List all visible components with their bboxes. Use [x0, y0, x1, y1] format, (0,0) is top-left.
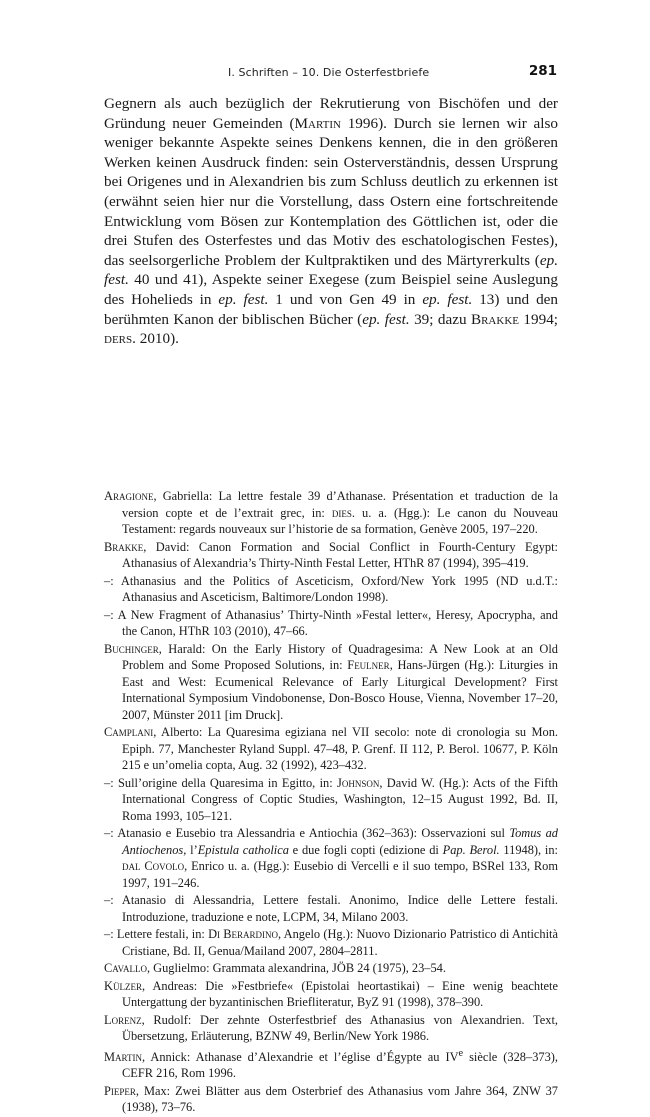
entry-author: Brakke	[104, 539, 144, 554]
work-abbreviation: ep. fest.	[422, 290, 473, 308]
entry-text: , Guglielmo: Grammata alexandrina, JÖB 24 (1975), 23–54.	[146, 961, 446, 975]
entry-title-italic: Tomus ad Antiochenos	[122, 826, 558, 857]
entry-author: –	[104, 775, 111, 790]
bibliography-entry	[104, 775, 558, 825]
body-text-span: 39; dazu	[409, 310, 471, 328]
entry-text: , Andreas: Die »Festbriefe« (Epistolai heortastikai) – Eine wenig beachtete Untergattung der byzantinischen Briefliteratur, ByZ 91 (1998), 378–390.	[122, 978, 558, 1009]
body-text-span: Gegnern als auch bezüglich der Rekrutierung von Bischöfen und der Gründung neuer Gemeinden (	[104, 95, 558, 132]
entry-text: , Max: Zwei Blätter aus dem Osterbrief des Athanasius vom Jahre 364, ZNW 37 (1938), 73–76.	[122, 1083, 558, 1115]
bibliography-entry	[104, 724, 558, 774]
entry-superscript: e	[458, 1047, 464, 1059]
bibliography-entry	[104, 960, 558, 977]
entry-author: Martin	[104, 1049, 142, 1064]
bibliography-entry	[104, 825, 558, 891]
body-paragraph	[104, 94, 558, 349]
bibliography-entry	[104, 1046, 558, 1082]
entry-text: , Hans-Jürgen (Hg.): Liturgies in East and West: Ecumenical Relevance of Early Liturgical Development? First International Symposium Vindobonense, Don-Bosco House, Vienna, November 17–20, 2007, Münster 2011 [im Druck].	[122, 658, 558, 722]
work-abbreviation: ep. fest.	[362, 310, 410, 328]
work-abbreviation: ep. fest.	[218, 290, 269, 308]
bibliography-entry	[104, 926, 558, 959]
body-text-span: 1994;	[519, 310, 559, 328]
entry-text: : Lettere festali, in:	[110, 927, 209, 941]
entry-text: , l’	[183, 842, 198, 857]
entry-text: : Sull’origine della Quaresima in Egitto, in:	[110, 775, 338, 790]
entry-text: : Atanasio e Eusebio tra Alessandria e Antiochia (362–363): Osservazioni sul	[110, 826, 510, 840]
body-text-span: 13) und den berühmten Kanon der biblischen Bücher (	[104, 290, 558, 328]
bibliography-entry	[104, 573, 558, 606]
entry-text: 11948), in:	[499, 842, 558, 857]
entry-author: Cavallo	[104, 961, 147, 975]
page-number: 281	[528, 63, 557, 79]
entry-text: , Rudolf: Der zehnte Osterfestbrief des Athanasius von Alexandrien. Text, Übersetzung, Erläuterung, BZNW 49, Berlin/New York 1986.	[122, 1012, 558, 1043]
bibliography-entry	[104, 607, 558, 640]
entry-text: , Alberto: La Quaresima egiziana nel VII secolo: note di cronologia su Mon. Epiph. 77, Manchester Ryland Suppl. 47–48, P. Grenf. II 112, P. Berol. 10677, P. Köln 215 e un’omelia copta, Aug. 32 (1992), 423–432.	[122, 725, 558, 772]
entry-text: , David W. (Hg.): Acts of the Fifth International Congress of Coptic Studies, Washington, 12–15 August 1992, Bd. II, Roma 1993, 105–121.	[122, 775, 558, 823]
entry-editor: dies.	[331, 505, 355, 520]
entry-author: Lorenz	[104, 1012, 142, 1027]
entry-author: Buchinger	[104, 641, 159, 656]
entry-author: –	[104, 607, 111, 622]
body-text-span: 1996). Durch sie lernen wir also weniger bekannte Aspekte seines Denkens kennen, die in den größeren Werken keinen Ausdruck finden: sein Osterverständnis, dessen Ursprung bei Origenes und in Alexandrien bis zum Schluss deutlich zu erkennen ist (erwähnt seien hier nur die Vorstellung, dass Ostern eine fortschreitende Entwicklung vom Bösen zur Kontemplation des Göttlichen ist, oder die drei Stufen des Osterfestes und das Motiv des eschatologischen Festes), das seelsorgerliche Problem der Kultpraktiken und des Märtyrerkults (	[104, 114, 558, 269]
entry-author: Aragione	[104, 489, 154, 503]
entry-text: , Harald: On the Early History of Quadragesima: A New Look at an Old Problem and Some Proposed Solutions, in:	[122, 641, 558, 672]
work-abbreviation: ep. fest.	[104, 251, 558, 289]
bibliography-list	[104, 488, 558, 1117]
entry-author: –	[104, 826, 111, 840]
author-citation: ders.	[104, 330, 136, 348]
entry-author: Külzer	[104, 978, 142, 993]
entry-text: siècle (328–373), CEFR 216, Rom 1996.	[122, 1049, 559, 1081]
entry-author: –	[104, 573, 111, 588]
entry-text: , David: Canon Formation and Social Conflict in Fourth-Century Egypt: Athanasius of Alexandria’s Thirty-Ninth Festal Letter, HThR 87 (1994), 395–419.	[122, 539, 558, 570]
bibliography-entry	[104, 539, 558, 572]
entry-text: e due fogli copti (edizione di	[288, 842, 443, 857]
entry-author: Pieper	[104, 1083, 136, 1098]
entry-text: , Gabriella: La lettre festale 39 d’Athanase. Présentation et traduction de la version copte et de l’extrait grec, in:	[122, 489, 558, 520]
entry-text: u. a. (Hgg.): Le canon du Nouveau Testament: regards nouveaux sur l’historie de sa formation, Genève 2005, 197–220.	[122, 505, 558, 536]
bibliography-entry	[104, 1012, 558, 1045]
entry-title-italic: Pap. Berol.	[442, 842, 500, 857]
bibliography-entry	[104, 488, 558, 538]
entry-text: , Annick: Athanase d’Alexandrie et l’église d’Égypte au IV	[141, 1049, 459, 1064]
bibliography-entry	[104, 892, 558, 925]
bibliography-entry	[104, 1083, 558, 1116]
entry-author: –	[104, 927, 111, 941]
body-text-span: 2010).	[135, 330, 179, 348]
entry-editor: Di Berardino	[208, 927, 279, 941]
entry-editor: dal Covolo	[122, 859, 185, 873]
bibliography-entry	[104, 641, 558, 724]
body-text-span: 1 und von Gen 49 in	[268, 290, 423, 308]
entry-author: Camplani	[104, 725, 154, 739]
body-text-span: 40 und 41), Aspekte seiner Exegese (zum Beispiel seine Auslegung des Hohelieds in	[104, 271, 558, 308]
running-header-title: I. Schriften – 10. Die Osterfestbriefe	[228, 66, 430, 79]
entry-text: : A New Fragment of Athanasius’ Thirty-Ninth »Festal letter«, Heresy, Apocrypha, and the Canon, HThR 103 (2010), 47–66.	[110, 607, 558, 638]
entry-text: , Enrico u. a. (Hgg.): Eusebio di Vercelli e il suo tempo, BSRel 133, Rom 1997, 191–246.	[122, 859, 558, 890]
entry-text: , Angelo (Hg.): Nuovo Dizionario Patristico di Antichità Cristiane, Bd. II, Genua/Mailand 2007, 2804–2811.	[122, 927, 558, 958]
entry-text: : Atanasio di Alessandria, Lettere festali. Anonimo, Indice delle Lettere festali. Introduzione, traduzione e note, LCPM, 34, Milano 2003.	[110, 893, 558, 924]
entry-editor: Johnson	[337, 775, 380, 790]
entry-editor: Feulner	[347, 658, 390, 672]
bibliography-entry	[104, 978, 558, 1011]
entry-author: –	[104, 893, 111, 907]
author-citation: Martin	[294, 114, 341, 132]
entry-title-italic: Epistula catholica	[197, 842, 289, 857]
author-citation: Brakke	[470, 310, 519, 328]
entry-text: : Athanasius and the Politics of Asceticism, Oxford/New York 1995 (ND u.d.T.: Athanasius and Asceticism, Baltimore/London 1998).	[110, 573, 558, 604]
